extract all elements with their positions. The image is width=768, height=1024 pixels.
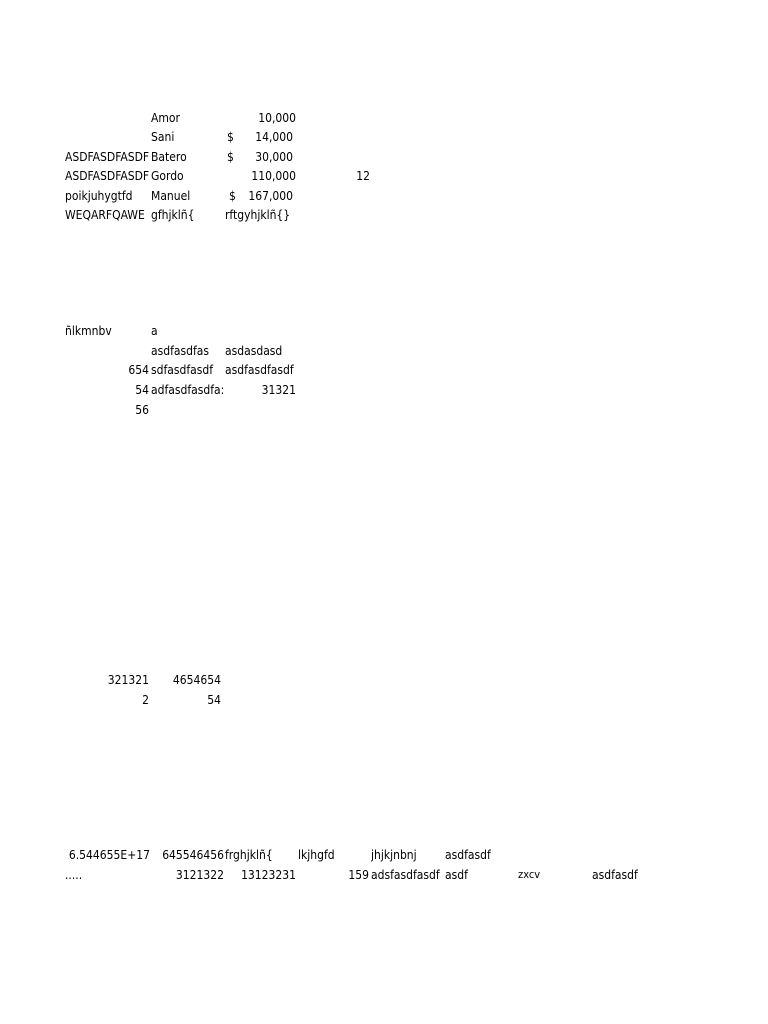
cell-number: 6.544655E+17: [68, 848, 150, 862]
cell-amount: 14,000: [255, 130, 293, 144]
cell-code: ASDFASDFASDF: [65, 150, 150, 164]
cell-number: 4654654: [172, 673, 221, 687]
cell-text: .....: [65, 868, 83, 882]
cell-text: rftgyhjklñ{}: [225, 208, 291, 222]
cell-text: asdf: [445, 868, 468, 882]
cell-number: 31321: [261, 383, 296, 397]
cell-number: 2: [142, 693, 149, 707]
cell-number: 645546456: [162, 848, 224, 862]
cell-text: a: [151, 324, 158, 338]
cell-number: 3121322: [175, 868, 224, 882]
cell-name: gfhjklñ{: [151, 208, 195, 222]
cell-code: WEQARFQAWE: [65, 208, 145, 222]
cell-currency: $: [227, 150, 234, 164]
cell-amount: 167,000: [248, 189, 293, 203]
cell-number: 54: [135, 383, 149, 397]
cell-number: 56: [135, 403, 149, 417]
cell-text: frghjklñ{: [225, 848, 273, 862]
cell-number: 654: [128, 363, 149, 377]
cell-number: 13123231: [241, 868, 296, 882]
cell-name: Amor: [151, 111, 180, 125]
cell-text: adsfasdfasdf: [371, 868, 440, 882]
cell-number: 321321: [107, 673, 149, 687]
cell-currency: $: [227, 130, 234, 144]
cell-value: 12: [356, 169, 370, 183]
cell-text: asdfasdfas: [151, 344, 210, 358]
cell-code: ASDFASDFASDF: [65, 169, 150, 183]
cell-text: jhjkjnbnj: [371, 848, 417, 862]
cell-amount: 30,000: [255, 150, 293, 164]
cell-number: 159: [348, 868, 369, 882]
cell-text: lkjhgfd: [298, 848, 335, 862]
cell-name: Batero: [151, 150, 187, 164]
cell-text: asdfasdf: [445, 848, 491, 862]
cell-name: Manuel: [151, 189, 191, 203]
cell-text: asdfasdf: [592, 868, 638, 882]
cell-name: Gordo: [151, 169, 184, 183]
cell-code: poikjuhygtfd: [65, 189, 133, 203]
cell-amount: 110,000: [251, 169, 296, 183]
cell-number: 54: [207, 693, 221, 707]
cell-name: Sani: [151, 130, 175, 144]
cell-amount: 10,000: [258, 111, 296, 125]
cell-text: asdfasdfasdf: [225, 363, 294, 377]
cell-text: ñlkmnbv: [65, 324, 112, 338]
cell-text: sdfasdfasdf: [151, 363, 214, 377]
cell-currency: $: [229, 189, 236, 203]
cell-text: zxcv: [518, 868, 541, 881]
cell-text: asdasdasd: [225, 344, 283, 358]
cell-text: adfasdfasdfa:: [151, 383, 225, 397]
